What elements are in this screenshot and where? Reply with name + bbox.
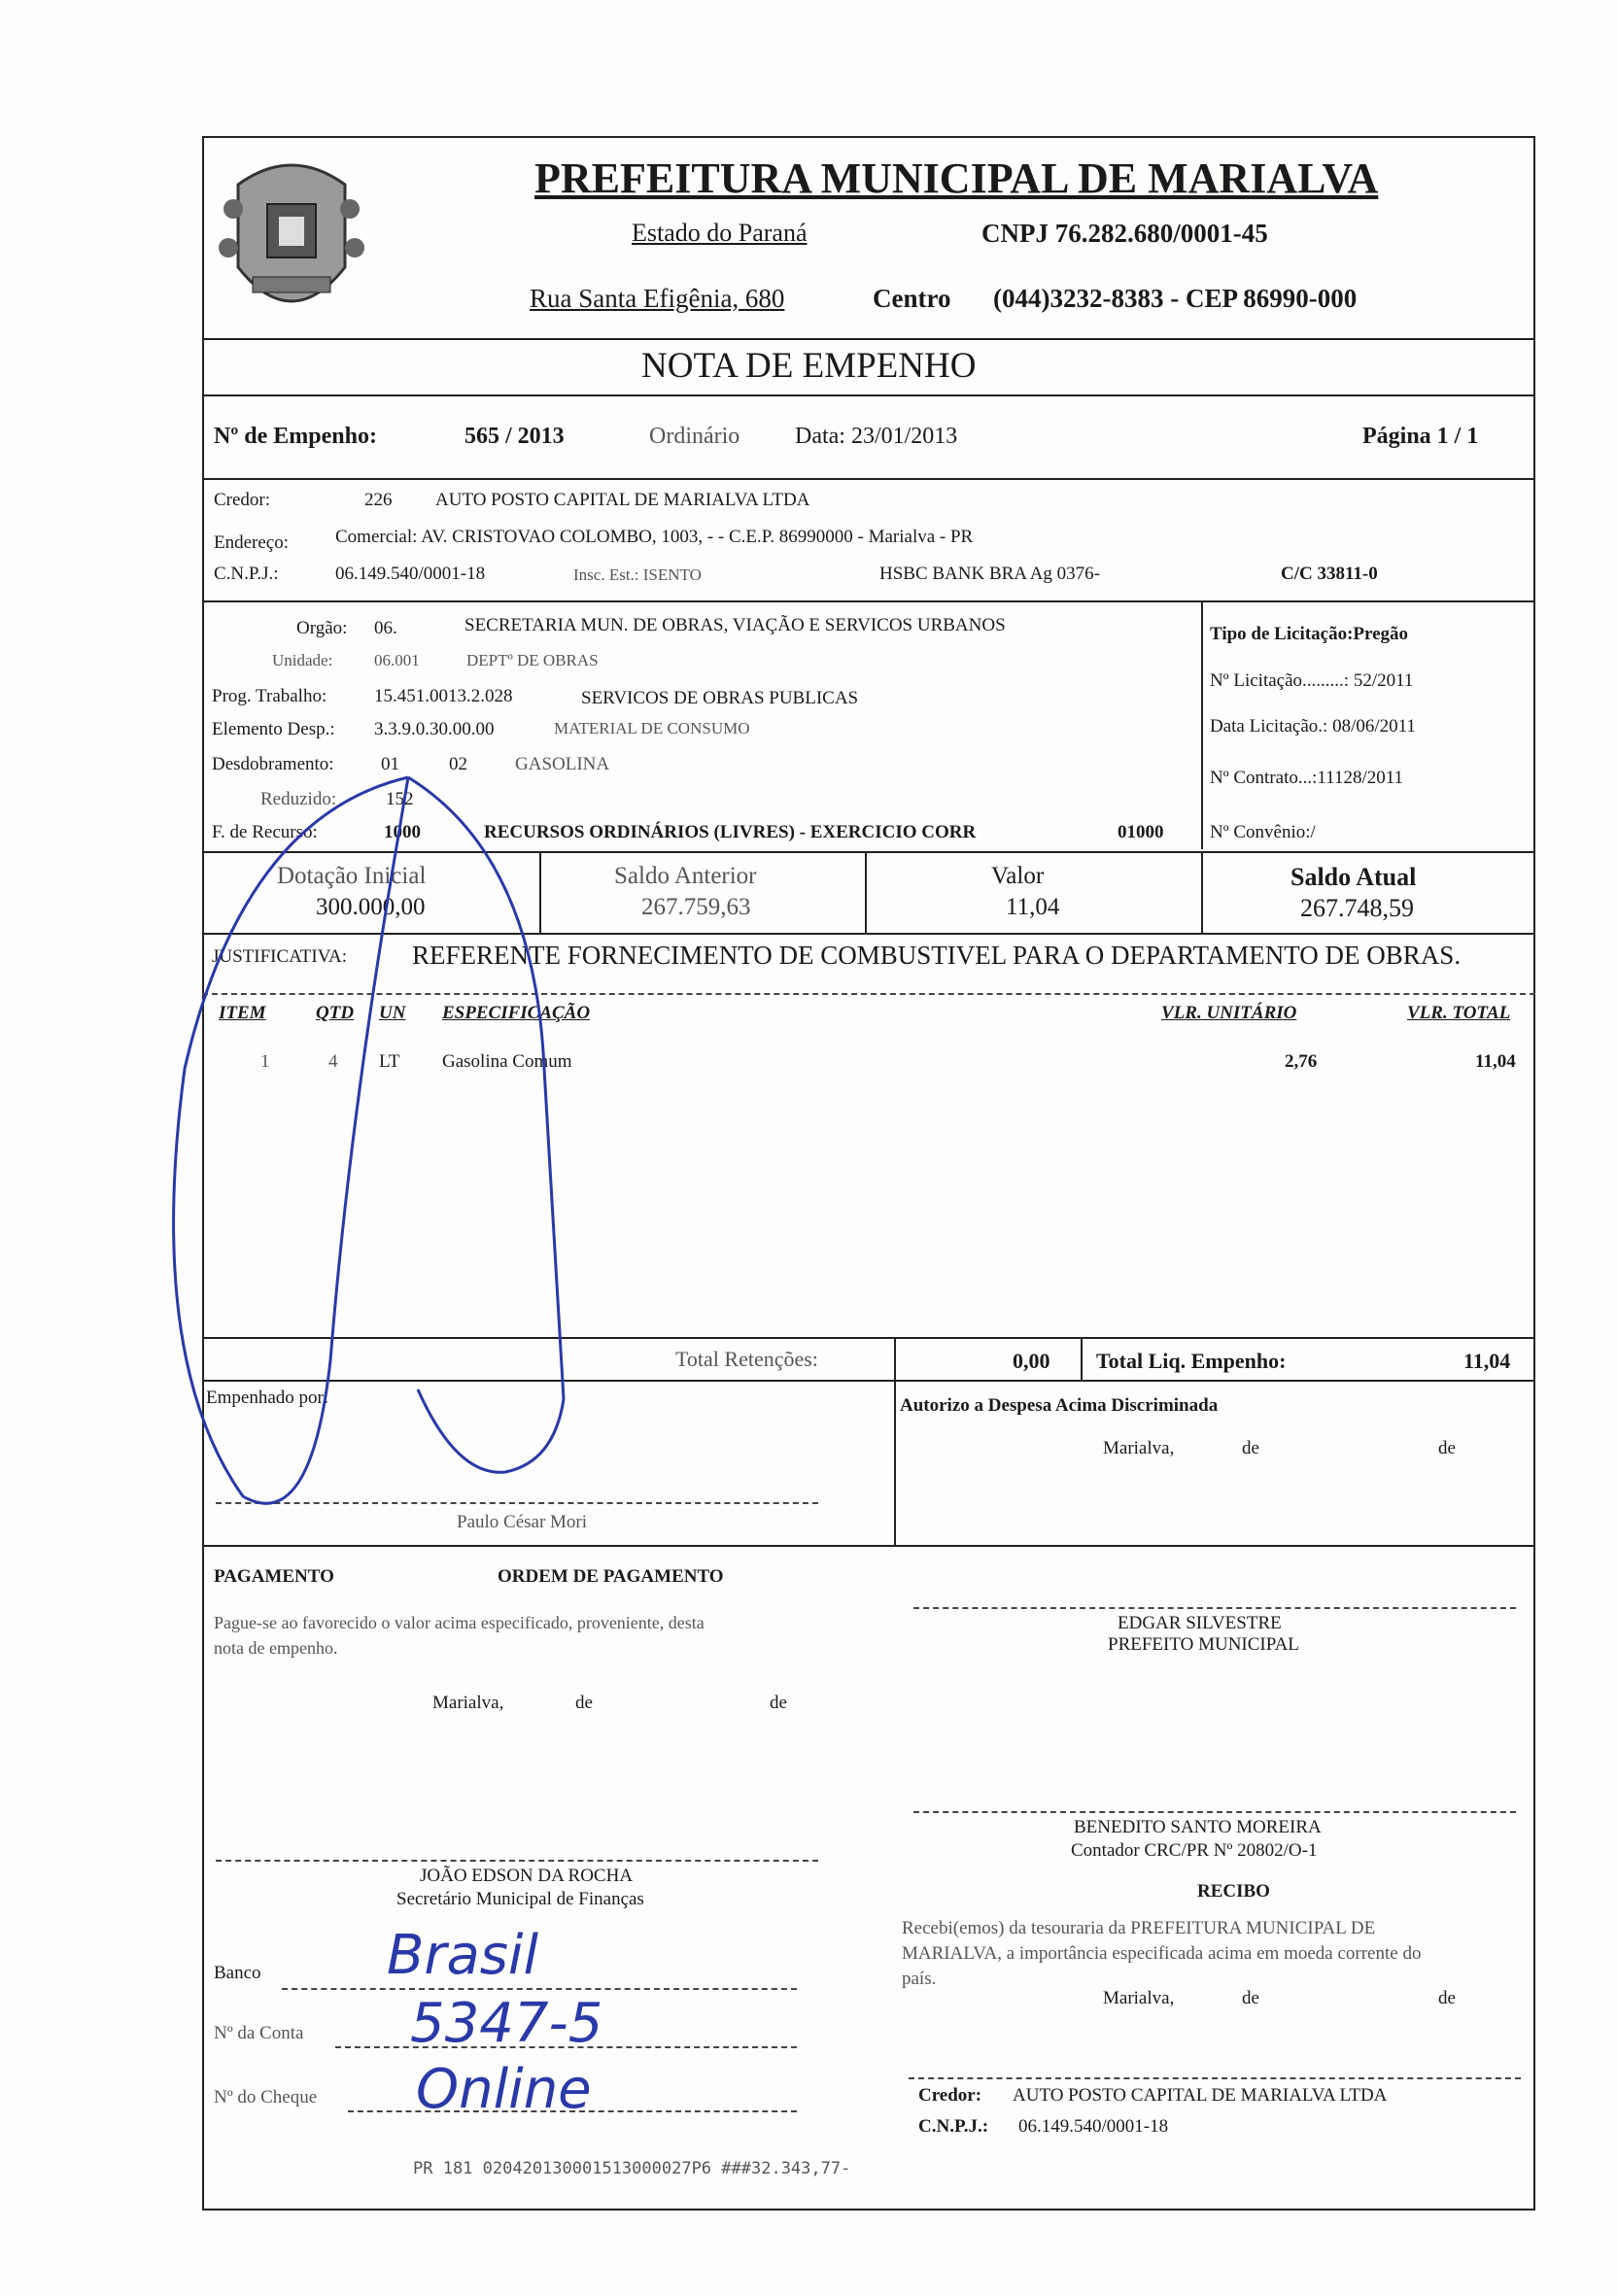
liquido-label: Total Liq. Empenho: (1096, 1349, 1287, 1373)
elemento-desc: MATERIAL DE CONSUMO (554, 719, 750, 737)
recibo-place: Marialva, (1103, 1988, 1175, 2008)
unidade-label: Unidade: (272, 651, 333, 669)
prefeito-role: PREFEITO MUNICIPAL (1108, 1634, 1299, 1655)
header-cnpj: CNPJ 76.282.680/0001-45 (981, 219, 1268, 248)
coat-of-arms-icon (219, 151, 364, 335)
orgao-code: 06. (374, 618, 397, 638)
empenhado-label: Empenhado por: (206, 1388, 329, 1408)
saldo-anterior-value: 267.759,63 (641, 894, 751, 920)
credor-account: C/C 33811-0 (1281, 564, 1378, 584)
ordem-pagamento-label: ORDEM DE PAGAMENTO (498, 1566, 724, 1587)
retencoes-label: Total Retenções: (675, 1347, 818, 1371)
credor-bank: HSBC BANK BRA Ag 0376- (879, 564, 1100, 584)
recibo-de-1: de (1242, 1988, 1259, 2008)
recibo-line-3: país. (902, 1969, 937, 1989)
contador-role: Contador CRC/PR Nº 20802/O-1 (1071, 1840, 1318, 1861)
header-district: Centro (873, 284, 951, 313)
handwritten-cheque: Online (416, 2058, 592, 2121)
col-spec: ESPECIFICAÇÃO (442, 1003, 591, 1023)
prog-code: 15.451.0013.2.028 (374, 686, 513, 706)
empenho-number: 565 / 2013 (464, 424, 565, 449)
credor-insc: Insc. Est.: ISENTO (573, 565, 702, 584)
col-unit-price: VLR. UNITÁRIO (1161, 1003, 1297, 1023)
recurso-label: F. de Recurso: (212, 822, 318, 842)
page-title: PREFEITURA MUNICIPAL DE MARIALVA (534, 154, 1379, 202)
row-unit-price: 2,76 (1285, 1051, 1318, 1072)
empenho-date: Data: 23/01/2013 (795, 424, 958, 449)
autorizo-place: Marialva, (1103, 1438, 1175, 1458)
header-address: Rua Santa Efigênia, 680 (530, 284, 785, 313)
pagamento-place: Marialva, (432, 1693, 504, 1713)
empenho-label: Nº de Empenho: (214, 424, 377, 449)
recibo-line-2: MARIALVA, a importância especificada acima em moeda corrente do (902, 1943, 1422, 1964)
justificativa-label: JUSTIFICATIVA: (212, 946, 348, 967)
recurso-code: 1000 (384, 822, 421, 842)
desdobramento-code: 01 (381, 754, 399, 774)
desdobramento-code-2: 02 (449, 754, 467, 774)
state-name: Estado do Paraná (632, 219, 808, 247)
row-un: LT (379, 1051, 400, 1072)
desdobramento-desc: GASOLINA (515, 754, 610, 774)
tipo-licitacao: Tipo de Licitação:Pregão (1210, 624, 1409, 644)
row-qtd: 4 (328, 1051, 338, 1072)
col-un: UN (379, 1003, 406, 1023)
conta-label: Nº da Conta (214, 2023, 304, 2043)
justificativa-text: REFERENTE FORNECIMENTO DE COMBUSTIVEL PARA O DEPARTAMENTO DE OBRAS. (412, 941, 1462, 970)
pagamento-de-2: de (770, 1693, 787, 1713)
elemento-code: 3.3.9.0.30.00.00 (374, 719, 495, 739)
credor-label: Credor: (214, 490, 271, 510)
pague-line-1: Pague-se ao favorecido o valor acima especificado, proveniente, desta (214, 1613, 705, 1632)
row-spec: Gasolina Comum (442, 1051, 572, 1072)
handwritten-account: 5347-5 (410, 1992, 603, 2055)
credor-address: Comercial: AV. CRISTOVAO COLOMBO, 1003, - - C.E.P. 86990000 - Marialva - PR (335, 527, 974, 547)
pague-line-2: nota de empenho. (214, 1638, 338, 1658)
recibo-credor-name: AUTO POSTO CAPITAL DE MARIALVA LTDA (1013, 2085, 1388, 2106)
unidade-desc: DEPTº DE OBRAS (466, 651, 599, 669)
recibo-credor-label: Credor: (918, 2085, 982, 2106)
saldo-atual-label: Saldo Atual (1290, 863, 1417, 891)
endereco-label: Endereço: (214, 532, 290, 553)
authentication-mark: PR 181 020420130001513000027P6 ###32.343,77- (413, 2159, 851, 2178)
pagamento-label: PAGAMENTO (214, 1566, 334, 1587)
recibo-de-2: de (1438, 1988, 1456, 2008)
credor-code: 226 (364, 490, 393, 510)
autorizo-de-2: de (1438, 1438, 1456, 1458)
reduzido-code: 152 (386, 789, 414, 809)
dotacao-inicial-value: 300.000,00 (316, 894, 426, 920)
empenho-type: Ordinário (649, 424, 740, 449)
saldo-anterior-label: Saldo Anterior (614, 863, 757, 889)
handwritten-bank: Brasil (387, 1924, 539, 1987)
row-item: 1 (260, 1051, 270, 1072)
liquido-value: 11,04 (1463, 1349, 1511, 1373)
retencoes-value: 0,00 (1013, 1349, 1050, 1373)
recurso-desc: RECURSOS ORDINÁRIOS (LIVRES) - EXERCICIO CORR (484, 822, 977, 842)
pagamento-de-1: de (575, 1693, 593, 1713)
empenhado-signatory: Paulo César Mori (457, 1512, 588, 1532)
orgao-desc: SECRETARIA MUN. DE OBRAS, VIAÇÃO E SERVICOS URBANOS (464, 615, 1006, 635)
saldo-atual-value: 267.748,59 (1300, 894, 1414, 922)
valor-label: Valor (991, 863, 1045, 889)
numero-contrato: Nº Contrato...:11128/2011 (1210, 768, 1404, 788)
unidade-code: 06.001 (374, 651, 420, 669)
orgao-label: Orgão: (296, 618, 348, 638)
credor-name: AUTO POSTO CAPITAL DE MARIALVA LTDA (435, 490, 810, 510)
prog-label: Prog. Trabalho: (212, 686, 327, 706)
valor-value: 11,04 (1006, 894, 1060, 920)
numero-licitacao: Nº Licitação.........: 52/2011 (1210, 670, 1414, 691)
autorizo-label: Autorizo a Despesa Acima Discriminada (900, 1395, 1219, 1416)
contador-name: BENEDITO SANTO MOREIRA (1074, 1817, 1322, 1837)
desdobramento-label: Desdobramento: (212, 754, 334, 774)
prog-desc: SERVICOS DE OBRAS PUBLICAS (581, 688, 859, 708)
elemento-label: Elemento Desp.: (212, 719, 335, 739)
recibo-line-1: Recebi(emos) da tesouraria da PREFEITURA MUNICIPAL DE (902, 1918, 1376, 1938)
page-number: Página 1 / 1 (1362, 424, 1479, 449)
col-total: VLR. TOTAL (1407, 1003, 1511, 1023)
header-phone-cep: (044)3232-8383 - CEP 86990-000 (993, 284, 1358, 313)
numero-convenio: Nº Convênio:/ (1210, 822, 1316, 842)
dotacao-inicial-label: Dotação Inicial (277, 863, 427, 889)
recurso-fr-code: 01000 (1118, 822, 1164, 842)
col-qtd: QTD (316, 1003, 355, 1023)
recibo-cnpj-label: C.N.P.J.: (918, 2116, 989, 2137)
recibo-cnpj-value: 06.149.540/0001-18 (1018, 2116, 1169, 2137)
secretario-name: JOÃO EDSON DA ROCHA (420, 1866, 634, 1886)
document-type-title: NOTA DE EMPENHO (641, 346, 977, 386)
data-licitacao: Data Licitação.: 08/06/2011 (1210, 716, 1416, 737)
col-item: ITEM (219, 1003, 266, 1023)
recibo-label: RECIBO (1197, 1881, 1270, 1902)
row-total: 11,04 (1475, 1051, 1516, 1072)
secretario-role: Secretário Municipal de Finanças (396, 1889, 644, 1909)
prefeito-name: EDGAR SILVESTRE (1118, 1613, 1282, 1633)
autorizo-de-1: de (1242, 1438, 1259, 1458)
reduzido-label: Reduzido: (260, 789, 337, 809)
cheque-label: Nº do Cheque (214, 2087, 318, 2108)
credor-cnpj: 06.149.540/0001-18 (335, 564, 486, 584)
cnpj-label: C.N.P.J.: (214, 564, 279, 584)
banco-label: Banco (214, 1963, 261, 1983)
